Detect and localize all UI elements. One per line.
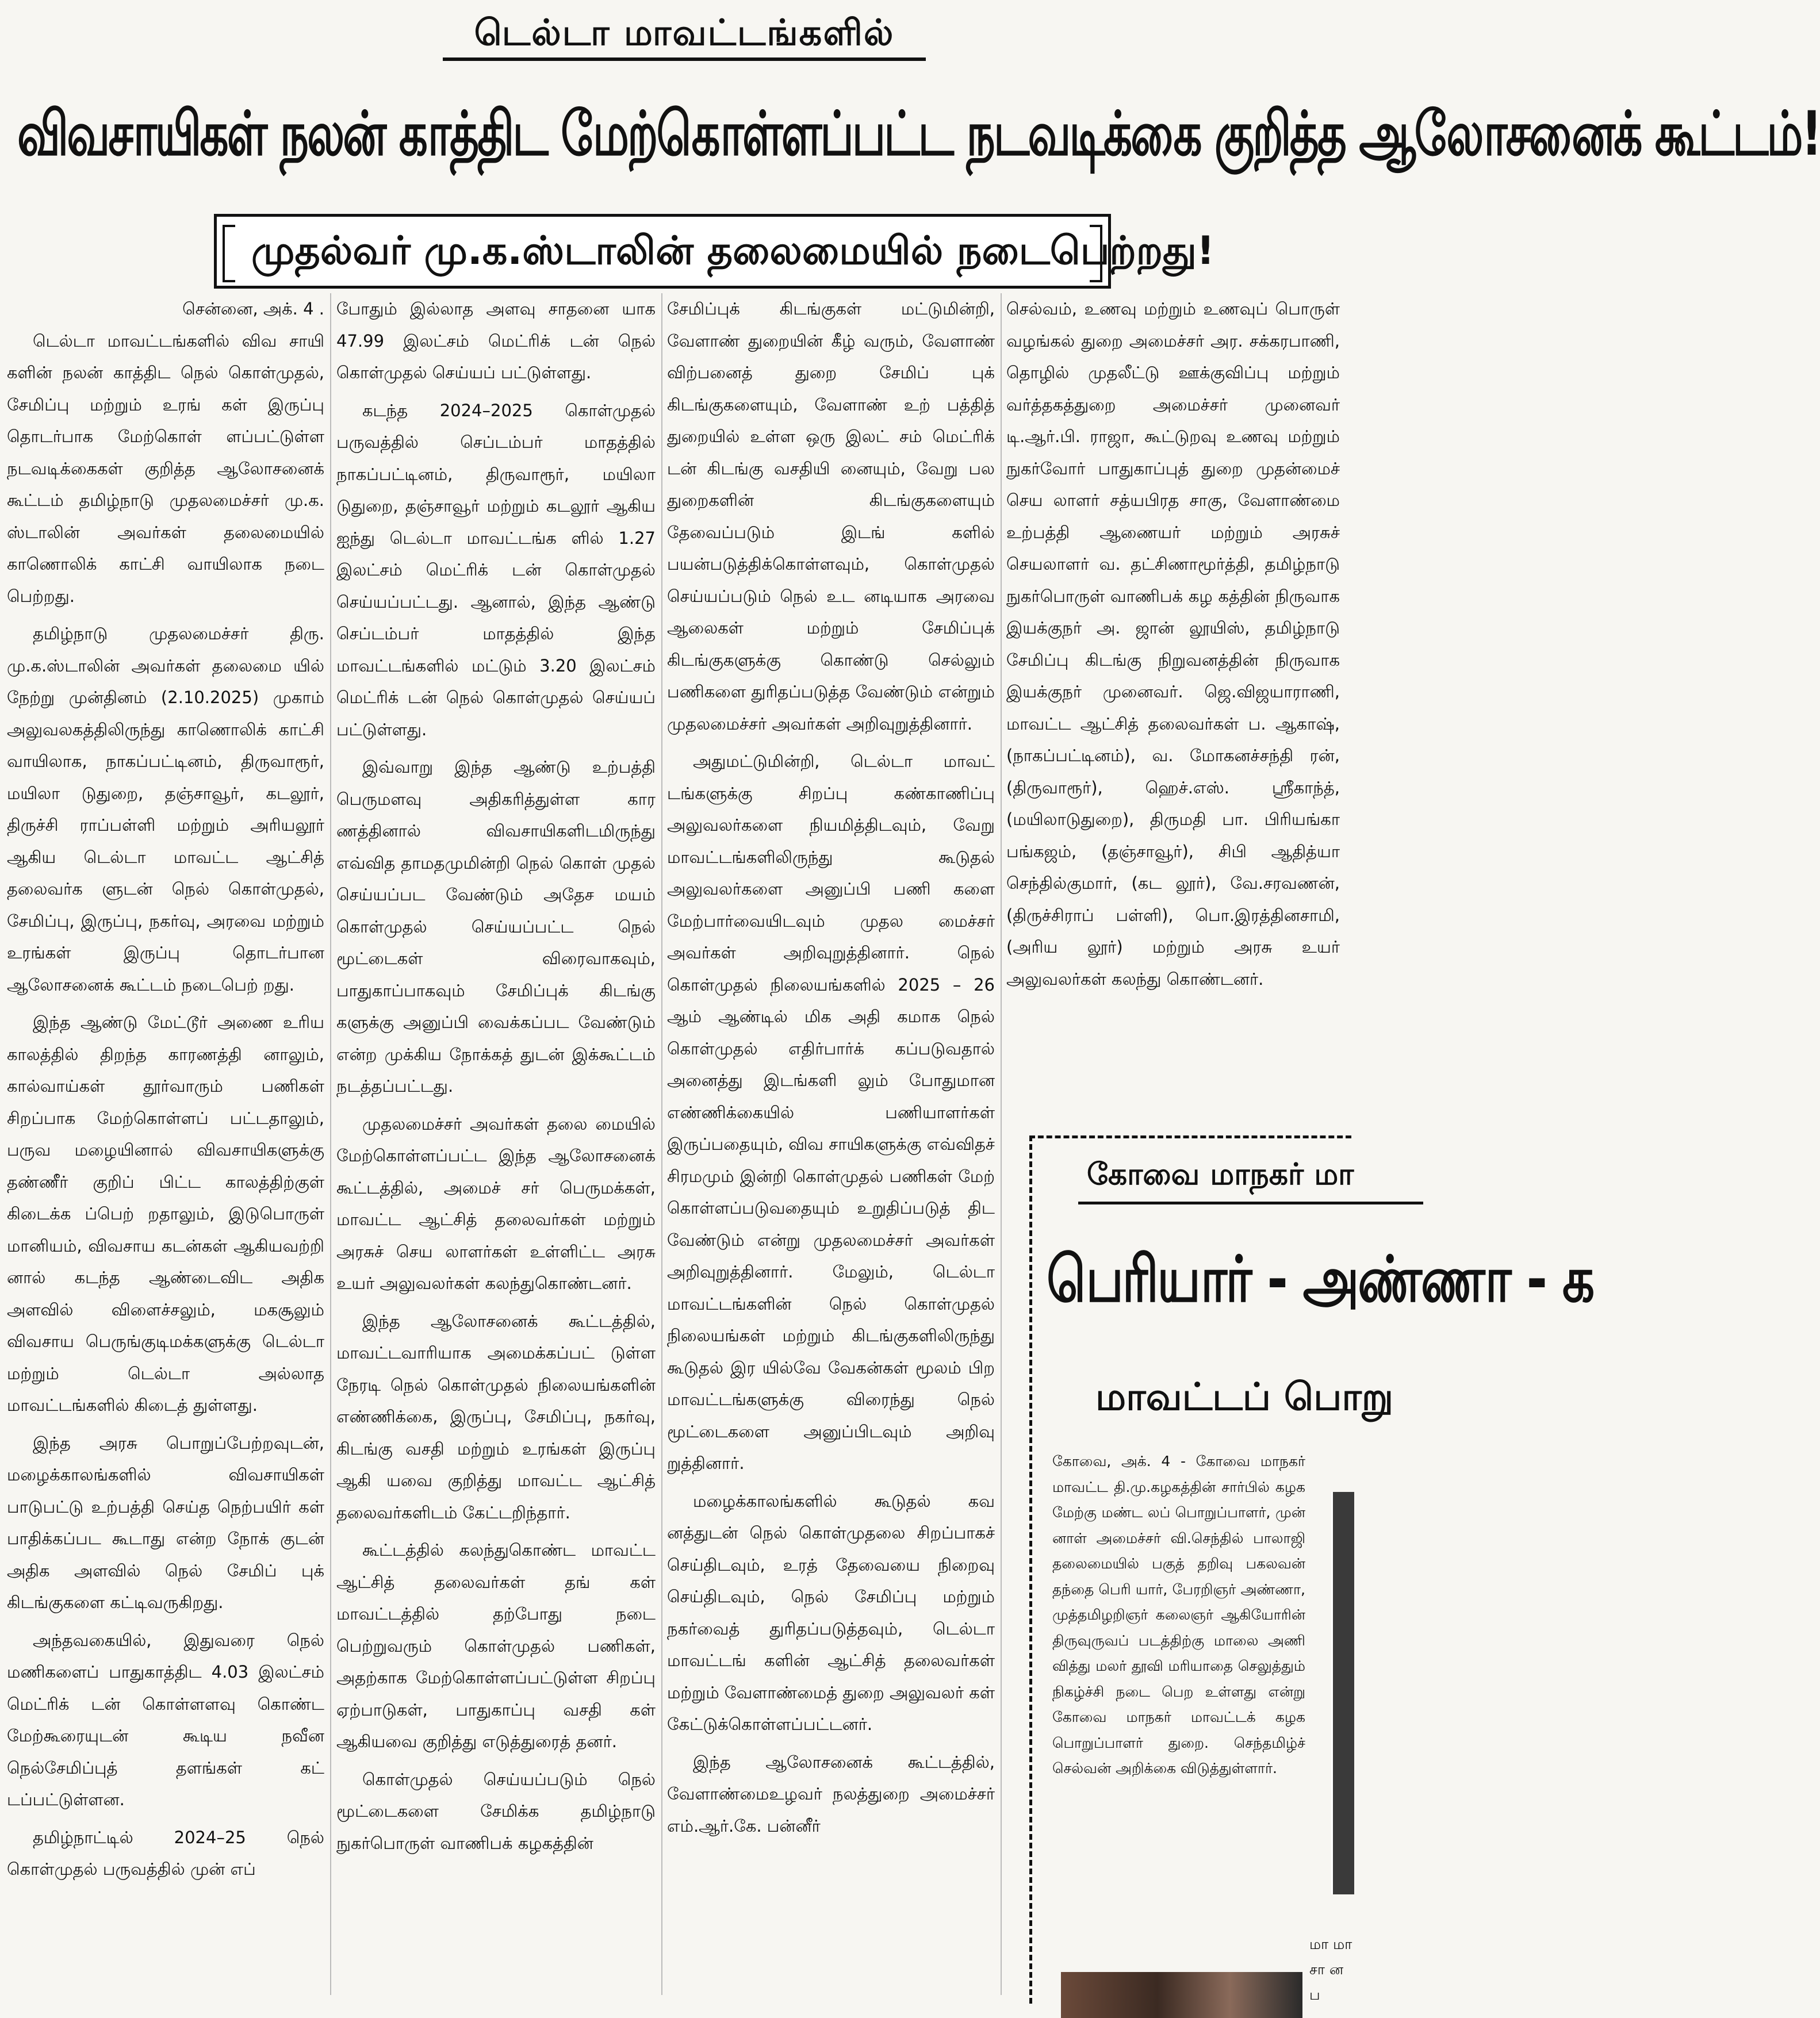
paragraph: கொள்முதல் செய்யப்படும் நெல் மூட்டைகளை சேமிக்க தமிழ்நாடு நுகர்பொருள் வாணிபக் கழகத்தின் xyxy=(336,1769,656,1853)
paragraph: போதும் இல்லாத அளவு சாதனை யாக 47.99 இலட்சம் மெட்ரிக் டன் நெல் கொள்முதல் செய்யப் பட்டுள்ளது. xyxy=(336,299,656,382)
subhead-box xyxy=(214,214,1214,289)
dateline: சென்னை, அக். 4 . xyxy=(182,299,324,319)
paragraph: செல்வம், உணவு மற்றும் உணவுப் பொருள் வழங்கல் துறை அமைச்சர் அர. சக்கரபாணி, தொழில் முதலீட்டு ஊக்குவிப்பு மற்றும் வர்த்தகத்துறை அமைச்சர் முனைவர் டி.ஆர்.பி. ராஜா, கூட்டுறவு உணவு மற்றும் நுகர்வோர் பாதுகாப்புத் துறை முதன்மைச் செய லாளர் சத்யபிரத சாகு, வேளாண்மை உற்பத்தி ஆணையர் மற்றும் அரசுச் செயலாளர் வ. தட்சிணாமூர்த்தி, தமிழ்நாடு நுகர்பொருள் வாணிபக் கழ கத்தின் நிருவாக இயக்குநர் அ. ஜான் லூயிஸ், தமிழ்நாடு சேமிப்பு கிடங்கு நிறுவனத்தின் நிருவாக இயக்குநர் முனைவர். ஜெ.விஜயாராணி, மாவட்ட ஆட்சித் தலைவர்கள் ப. ஆகாஷ், (நாகப்பட்டினம்), வ. மோகனச்சந்தி ரன், (திருவாரூர்), ஹெச்.எஸ். ஸ்ரீகாந்த், (மயிலாடுதுறை), திருமதி பா. பிரியங்கா பங்கஜம், (தஞ்சாவூர்), சிபி ஆதித்யா செந்தில்குமார், (கட லூர்), வே.சரவணன், (திருச்சிராப் பள்ளி), பொ.இரத்தினசாமி, (அரிய லூர்) மற்றும் அரசு உயர் அலுவலர்கள் கலந்து கொண்டனர். xyxy=(1006,299,1340,989)
paragraph: அந்தவகையில், இதுவரை நெல் மணிகளைப் பாதுகாத்திட 4.03 இலட்சம் மெட்ரிக் டன் கொள்ளளவு கொண்ட மேற்கூரையுடன் கூடிய நவீன நெல்சேமிப்புத் தளங்கள் கட் டப்பட்டுள்ளன. xyxy=(7,1630,324,1809)
second-article-photo xyxy=(1061,1972,1302,2018)
column-rule xyxy=(330,293,331,1995)
main-headline: விவசாயிகள் நலன் காத்திட மேற்கொள்ளப்பட்ட நடவடிக்கை குறித்த ஆலோசனைக் கூட்டம்! xyxy=(17,98,1820,169)
paragraph: இந்த ஆலோசனைக் கூட்டத்தில், மாவட்டவாரியாக அமைக்கப்பட் டுள்ள நேரடி நெல் கொள்முதல் நிலையங்களின் எண்ணிக்கை, இருப்பு, சேமிப்பு, நகர்வு, கிடங்கு வசதி மற்றும் உரங்கள் இருப்பு ஆகி யவை குறித்து மாவட்ட ஆட்சித் தலைவர்களிடம் கேட்டறிந்தார். xyxy=(336,1311,656,1522)
paragraph: சேமிப்புக் கிடங்குகள் மட்டுமின்றி, வேளாண் துறையின் கீழ் வரும், வேளாண் விற்பனைத் துறை சேமிப் புக் கிடங்குகளையும், வேளாண் உற் பத்தித் துறையில் உள்ள ஒரு இலட் சம் மெட்ரிக் டன் கிடங்கு வசதியி னையும், வேறு பல துறைகளின் கிடங்குகளையும் தேவைப்படும் இடங் களில் பயன்படுத்திக்கொள்ளவும், கொள்முதல் செய்யப்படும் நெல் உட னடியாக அரவை ஆலைகள் மற்றும் சேமிப்புக் கிடங்குகளுக்கு கொண்டு செல்லும் பணிகளை துரிதப்படுத்த வேண்டும் என்றும் முதலமைச்சர் அவர்கள் அறிவுறுத்தினார். xyxy=(667,299,995,734)
second-article-side-fragment: மா மா சா ன ப xyxy=(1309,1936,1352,2003)
article-column-1 xyxy=(7,293,324,1995)
subhead: முதல்வர் மு.க.ஸ்டாலின் தலைமையில் நடைபெற்றது! xyxy=(251,228,1214,274)
paragraph: இந்த ஆண்டு மேட்டூர் அணை உரிய காலத்தில் திறந்த காரணத்தி னாலும், கால்வாய்கள் தூர்வாரும் பணிகள் சிறப்பாக மேற்கொள்ளப் பட்டதாலும், பருவ மழையினால் விவசாயிகளுக்கு தண்ணீர் குறிப் பிட்ட காலத்திற்குள் கிடைக்க ப்பெற் றதாலும், இடுபொருள் மானியம், விவசாய கடன்கள் ஆகியவற்றி னால் கடந்த ஆண்டைவிட அதிக அளவில் விளைச்சலும், மகசூலும் விவசாய பெருங்குடிமக்களுக்கு டெல்டா மற்றும் டெல்டா அல்லாத மாவட்டங்களில் கிடைத் துள்ளது. xyxy=(7,1012,324,1415)
article-column-2 xyxy=(336,293,656,1995)
paragraph: கூட்டத்தில் கலந்துகொண்ட மாவட்ட ஆட்சித் தலைவர்கள் தங் கள் மாவட்டத்தில் தற்போது நடை பெற்றுவரும் கொள்முதல் பணிகள், அதற்காக மேற்கொள்ளப்பட்டுள்ள சிறப்பு ஏற்பாடுகள், பாதுகாப்பு வசதி கள் ஆகியவை குறித்து எடுத்துரைத் தனர். xyxy=(336,1540,656,1751)
paragraph: இந்த ஆலோசனைக் கூட்டத்தில், வேளாண்மைஉழவர் நலத்துறை அமைச்சர் எம்.ஆர்.கே. பன்னீர் xyxy=(667,1752,995,1836)
second-article-kicker: கோவை மாநகர் மா xyxy=(1087,1157,1354,1192)
paragraph: அதுமட்டுமின்றி, டெல்டா மாவட் டங்களுக்கு சிறப்பு கண்காணிப்பு அலுவலர்களை நியமித்திடவும், வேறு மாவட்டங்களிலிருந்து கூடுதல் அலுவலர்களை அனுப்பி பணி களை மேற்பார்வையிடவும் முதல மைச்சர் அவர்கள் அறிவுறுத்தினார். நெல் கொள்முதல் நிலையங்களில் 2025 – 26 ஆம் ஆண்டில் மிக அதி கமாக நெல் கொள்முதல் எதிர்பார்க் கப்படுவதால் அனைத்து இடங்களி லும் போதுமான எண்ணிக்கையில் பணியாளர்கள் இருப்பதையும், விவ சாயிகளுக்கு எவ்விதச் சிரமமும் இன்றி கொள்முதல் பணிகள் மேற் கொள்ளப்படுவதையும் உறுதிப்படுத் திட வேண்டும் என்று முதலமைச்சர் அவர்கள் அறிவுறுத்தினார். மேலும், டெல்டா மாவட்டங்களின் நெல் கொள்முதல் நிலையங்கள் மற்றும் கிடங்குகளிலிருந்து கூடுதல் இர யில்வே வேகன்கள் மூலம் பிற மாவட்டங்களுக்கு விரைந்து நெல் மூட்டைகளை அனுப்பிடவும் அறிவு றுத்தினார். xyxy=(667,751,995,1473)
second-article-box xyxy=(1029,1135,1593,2004)
second-article-body: கோவை, அக். 4 - கோவை மாநகர் மாவட்ட தி.மு.கழகத்தின் சார்பில் கழக மேற்கு மண்ட லப் பொறுப்பாளர், முன் னாள் அமைச்சர் வி.செந்தில் பாலாஜி தலைமையில் பகுத் தறிவு பகலவன் தந்தை பெரி யார், பேரறிஞர் அண்ணா, முத்தமிழறிஞர் கலைஞர் ஆகியோரின் திருவுருவப் படத்திற்கு மாலை அணி வித்து மலர் தூவி மரியாதை செலுத்தும் நிகழ்ச்சி நடை பெற உள்ளது என்று கோவை மாநகர் மாவட்டக் கழக பொறுப்பாளர் துறை. செந்தமிழ்ச் செல்வன் அறிக்கை விடுத்துள்ளார். xyxy=(1052,1453,1305,1777)
paragraph: முதலமைச்சர் அவர்கள் தலை மையில் மேற்கொள்ளப்பட்ட இந்த ஆலோசனைக் கூட்டத்தில், அமைச் சர் பெருமக்கள், மாவட்ட ஆட்சித் தலைவர்கள் மற்றும் அரசுச் செய லாளர்கள் உள்ளிட்ட அரசு உயர் அலுவலர்கள் கலந்துகொண்டனர். xyxy=(336,1114,656,1293)
second-article-kicker-underline xyxy=(1078,1202,1423,1204)
second-article-headline: பெரியார் - அண்ணா - க xyxy=(1047,1242,1593,1316)
second-article-photo-right xyxy=(1331,1492,1354,1894)
kicker-underline xyxy=(443,57,926,61)
article-column-3 xyxy=(667,293,995,1995)
paragraph: தமிழ்நாடு முதலமைச்சர் திரு. மு.க.ஸ்டாலின் அவர்கள் தலைமை யில் நேற்று முன்தினம் (2.10.2025) முகாம் அலுவலகத்திலிருந்து காணொலிக் காட்சி வாயிலாக, நாகப்பட்டினம், திருவாரூர், மயிலா டுதுறை, தஞ்சாவூர், கடலூர், திருச்சி ராப்பள்ளி மற்றும் அரியலூர் ஆகிய டெல்டா மாவட்ட ஆட்சித் தலைவர்க ளுடன் நெல் கொள்முதல், சேமிப்பு, இருப்பு, நகர்வு, அரவை மற்றும் உரங்கள் இருப்பு தொடர்பான ஆலோசனைக் கூட்டம் நடைபெற் றது. xyxy=(7,624,324,995)
paragraph: மழைக்காலங்களில் கூடுதல் கவ னத்துடன் நெல் கொள்முதலை சிறப்பாகச் செய்திடவும், உரத் தேவையை நிறைவு செய்திடவும், நெல் சேமிப்பு மற்றும் நகர்வைத் துரிதப்படுத்தவும், டெல்டா மாவட்டங் களின் ஆட்சித் தலைவர்கள் மற்றும் வேளாண்மைத் துறை அலுவலர் கள் கேட்டுக்கொள்ளப்பட்டனர். xyxy=(667,1491,995,1734)
paragraph: இவ்வாறு இந்த ஆண்டு உற்பத்தி பெருமளவு அதிகரித்துள்ள கார ணத்தினால் விவசாயிகளிடமிருந்து எவ்வித தாமதமுமின்றி நெல் கொள் முதல் செய்யப்பட வேண்டும் அதேச மயம் கொள்முதல் செய்யப்பட்ட நெல் மூட்டைகள் விரைவாகவும், பாதுகாப்பாகவும் சேமிப்புக் கிடங்கு களுக்கு அனுப்பி வைக்கப்பட வேண்டும் என்ற முக்கிய நோக்கத் துடன் இக்கூட்டம் நடத்தப்பட்டது. xyxy=(336,757,656,1096)
kicker-title: டெல்டா மாவட்டங்களில் xyxy=(474,11,895,53)
paragraph: கடந்த 2024–2025 கொள்முதல் பருவத்தில் செப்டம்பர் மாதத்தில் நாகப்பட்டினம், திருவாரூர், மயிலா டுதுறை, தஞ்சாவூர் மற்றும் கடலூர் ஆகிய ஐந்து டெல்டா மாவட்டங்க ளில் 1.27 இலட்சம் மெட்ரிக் டன் கொள்முதல் செய்யப்பட்டது. ஆனால், இந்த ஆண்டு செப்டம்பர் மாதத்தில் இந்த மாவட்டங்களில் மட்டும் 3.20 இலட்சம் மெட்ரிக் டன் நெல் கொள்முதல் செய்யப் பட்டுள்ளது. xyxy=(336,400,656,739)
column-rule xyxy=(661,293,662,1995)
paragraph: இந்த அரசு பொறுப்பேற்றவுடன், மழைக்காலங்களில் விவசாயிகள் பாடுபட்டு உற்பத்தி செய்த நெற்பயிர் கள் பாதிக்கப்பட கூடாது என்ற நோக் குடன் அதிக அளவில் நெல் சேமிப் புக் கிடங்குகளை கட்டிவருகிறது. xyxy=(7,1433,324,1612)
paragraph: டெல்டா மாவட்டங்களில் விவ சாயி களின் நலன் காத்திட நெல் கொள்முதல், சேமிப்பு மற்றும் உரங் கள் இருப்பு தொடர்பாக மேற்கொள் ளப்பட்டுள்ள நடவடிக்கைகள் குறித்த ஆலோசனைக் கூட்டம் தமிழ்நாடு முதலமைச்சர் மு.க. ஸ்டாலின் அவர்கள் தலைமையில் காணொலிக் காட்சி வாயிலாக நடை பெற்றது. xyxy=(7,331,324,606)
column-rule xyxy=(1001,293,1002,1995)
paragraph: தமிழ்நாட்டில் 2024–25 நெல் கொள்முதல் பருவத்தில் முன் எப் xyxy=(7,1827,324,1879)
article-column-4 xyxy=(1006,293,1340,1121)
second-article-subhead: மாவட்டப் பொறு xyxy=(1095,1375,1394,1419)
